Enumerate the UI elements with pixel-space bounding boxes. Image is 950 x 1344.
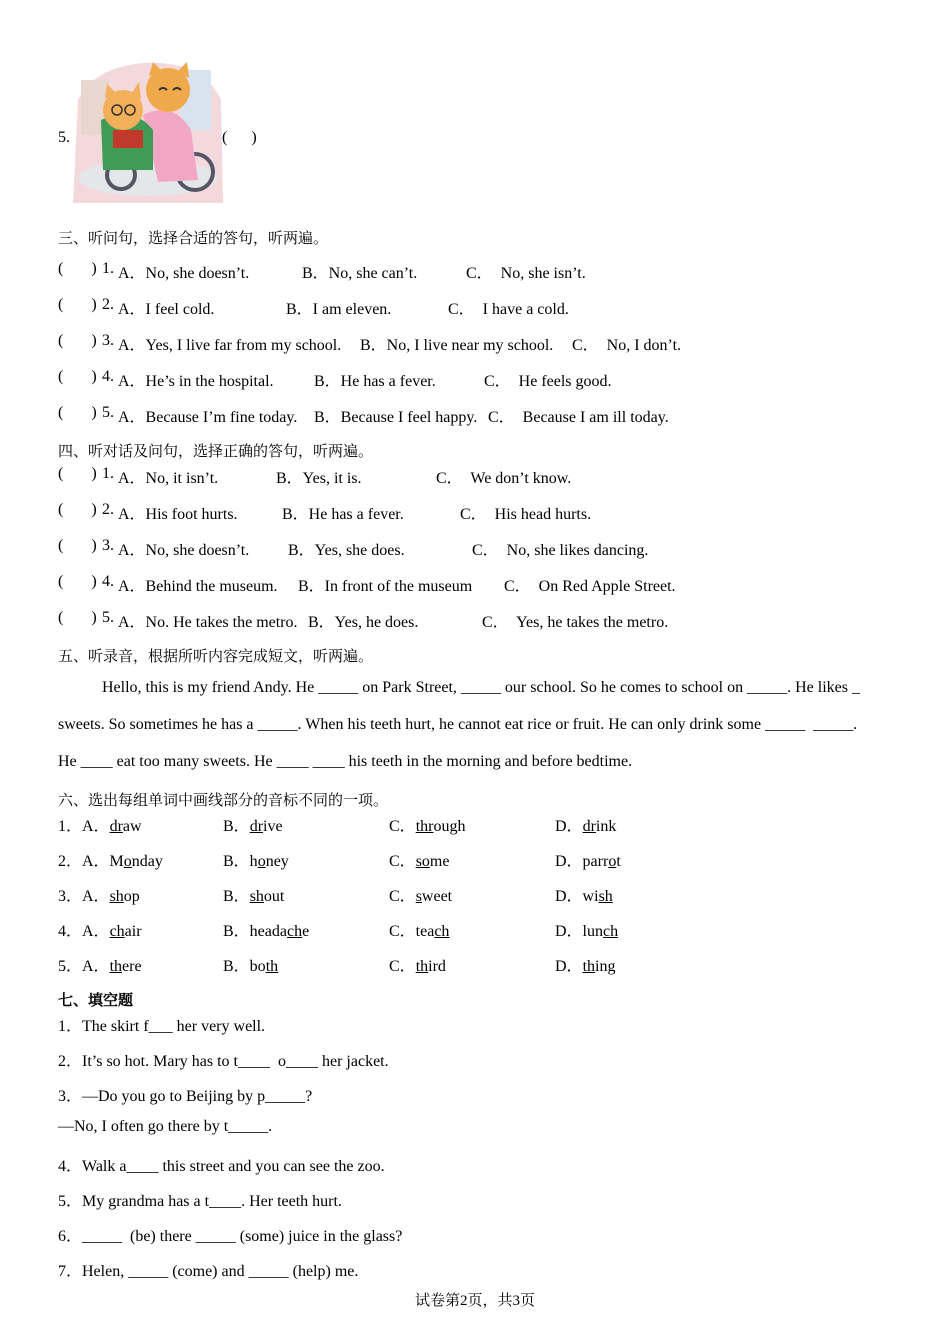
option-b: B．He has a fever.: [282, 506, 404, 523]
option-c: C． No, she likes dancing.: [472, 542, 649, 559]
option-b: B．Yes, he does.: [308, 614, 419, 631]
section-3-title: 三、听问句，选择合适的答句，听两遍。: [58, 229, 329, 247]
underlined-letters: thr: [415, 818, 434, 835]
question-number: 3.: [102, 537, 114, 554]
fill-blank-line: 2．It’s so hot. Mary has to t____ o____ her jacket.: [58, 1053, 389, 1070]
option-c: C．third: [389, 958, 446, 975]
fill-blank-line: 6．_____ (be) there _____ (some) juice in the glass?: [58, 1228, 403, 1245]
section-5-title: 五、听录音，根据所听内容完成短文，听两遍。: [58, 647, 374, 665]
fill-blank-line: 5．My grandma has a t____. Her teeth hurt.: [58, 1193, 342, 1210]
option-c: C．teach: [389, 923, 450, 940]
option-d: D．lunch: [555, 923, 619, 940]
option-b: B．honey: [223, 853, 289, 870]
option-a: 5．A．there: [58, 958, 142, 975]
answer-paren: ( ): [58, 332, 97, 349]
option-c: C． On Red Apple Street.: [504, 578, 676, 595]
option-a: A．No. He takes the metro.: [118, 614, 298, 631]
option-a: A．Because I’m fine today.: [118, 409, 298, 426]
option-c: C． Because I am ill today.: [488, 409, 669, 426]
option-a: 1．A．draw: [58, 818, 142, 835]
underlined-letters: ch: [286, 923, 303, 940]
option-b: B．I am eleven.: [286, 301, 392, 318]
option-b: B．drive: [223, 818, 283, 835]
option-b: B．Yes, it is.: [276, 470, 362, 487]
option-c: C．sweet: [389, 888, 453, 905]
option-c: C． No, she isn’t.: [466, 265, 586, 282]
section-7-title: [58, 989, 133, 1010]
section-7-title-text: 七、填空题: [58, 991, 134, 1009]
option-c: C． His head hurts.: [460, 506, 592, 523]
question-number: 5.: [102, 609, 114, 626]
underlined-letters: th: [109, 958, 123, 975]
option-c: C． I have a cold.: [448, 301, 569, 318]
option-a: A．No, she doesn’t.: [118, 265, 250, 282]
fill-blank-line: —No, I often go there by t_____.: [58, 1118, 273, 1135]
option-a: A．He’s in the hospital.: [118, 373, 274, 390]
option-d: D．parrot: [555, 853, 621, 870]
option-c: C． No, I don’t.: [572, 337, 682, 354]
option-a: 3．A．shop: [58, 888, 140, 905]
fill-blank-line: 4．Walk a____ this street and you can see the zoo.: [58, 1158, 385, 1175]
section-6-title: 六、选出每组单词中画线部分的音标不同的一项。: [58, 791, 389, 809]
option-d: D．wish: [555, 888, 613, 905]
question-number: 2.: [102, 501, 114, 518]
option-c: C．some: [389, 853, 450, 870]
question-number: 4.: [102, 368, 114, 385]
question-number: 5.: [102, 404, 114, 421]
underlined-letters: dr: [109, 818, 123, 835]
answer-paren: ( ): [58, 501, 97, 518]
option-b: B．He has a fever.: [314, 373, 436, 390]
option-a: A．Behind the museum.: [118, 578, 278, 595]
answer-paren: ( ): [58, 368, 97, 385]
option-b: B．No, I live near my school.: [360, 337, 554, 354]
underlined-letters: dr: [249, 818, 264, 835]
answer-paren: ( ): [58, 609, 97, 626]
question-number: 3.: [102, 332, 114, 349]
option-b: B．headache: [223, 923, 310, 940]
answer-paren: ( ): [58, 465, 97, 482]
option-a: A．No, she doesn’t.: [118, 542, 250, 559]
answer-paren: ( ): [58, 537, 97, 554]
option-c: C． Yes, he takes the metro.: [482, 614, 669, 631]
underlined-letters: ch: [603, 923, 619, 940]
option-c: C．through: [389, 818, 466, 835]
q5-answer-paren: ( ): [222, 129, 257, 146]
answer-paren: ( ): [58, 296, 97, 313]
question-number: 1.: [102, 260, 114, 277]
fill-blank-line: 1．The skirt f___ her very well.: [58, 1018, 266, 1035]
underlined-letters: sh: [109, 888, 124, 905]
underlined-letters: th: [582, 958, 596, 975]
underlined-letters: o: [123, 853, 132, 870]
option-a: A．No, it isn’t.: [118, 470, 219, 487]
option-b: B．No, she can’t.: [302, 265, 418, 282]
underlined-letters: ch: [434, 923, 450, 940]
option-a: 2．A．Monday: [58, 853, 163, 870]
underlined-letters: o: [257, 853, 266, 870]
answer-paren: ( ): [58, 260, 97, 277]
q5-number: 5.: [58, 129, 70, 146]
fill-blank-line: 3．—Do you go to Beijing by p_____?: [58, 1088, 313, 1105]
option-b: B．In front of the museum: [298, 578, 473, 595]
option-b: B．shout: [223, 888, 285, 905]
passage-line-2: sweets. So sometimes he has a _____. When his teeth hurt, he cannot eat rice or fruit. He can only drink some _____ _____.: [58, 716, 858, 733]
option-a: A．Yes, I live far from my school.: [118, 337, 342, 354]
underlined-letters: th: [415, 958, 429, 975]
page-footer: 试卷第2页，共3页: [414, 1293, 535, 1309]
question-number: 1.: [102, 465, 114, 482]
underlined-letters: th: [265, 958, 279, 975]
underlined-letters: o: [608, 853, 617, 870]
underlined-letters: sh: [598, 888, 613, 905]
fill-blank-line: 7．Helen, _____ (come) and _____ (help) me.: [58, 1263, 359, 1280]
option-b: B．both: [223, 958, 279, 975]
passage-line-1: Hello, this is my friend Andy. He _____ on Park Street, _____ our school. So he comes to school on _____. He likes _: [102, 679, 860, 696]
option-a: 4．A．chair: [58, 923, 142, 940]
option-c: C． We don’t know.: [436, 470, 572, 487]
option-a: A．His foot hurts.: [118, 506, 238, 523]
underlined-letters: so: [415, 853, 430, 870]
cats-on-bicycle-image: [73, 60, 223, 203]
option-a: A．I feel cold.: [118, 301, 215, 318]
underlined-letters: dr: [582, 818, 596, 835]
question-number: 4.: [102, 573, 114, 590]
question-number: 2.: [102, 296, 114, 313]
option-b: B．Because I feel happy.: [314, 409, 478, 426]
option-d: D．drink: [555, 818, 617, 835]
section-4-title: 四、听对话及问句，选择正确的答句，听两遍。: [58, 442, 374, 460]
option-b: B．Yes, she does.: [288, 542, 405, 559]
passage-line-3: He ____ eat too many sweets. He ____ ____ his teeth in the morning and before bedtime.: [58, 753, 633, 770]
option-d: D．thing: [555, 958, 616, 975]
answer-paren: ( ): [58, 404, 97, 421]
answer-paren: ( ): [58, 573, 97, 590]
option-c: C． He feels good.: [484, 373, 612, 390]
underlined-letters: ch: [109, 923, 125, 940]
underlined-letters: sh: [249, 888, 264, 905]
underlined-letters: s: [415, 888, 422, 905]
